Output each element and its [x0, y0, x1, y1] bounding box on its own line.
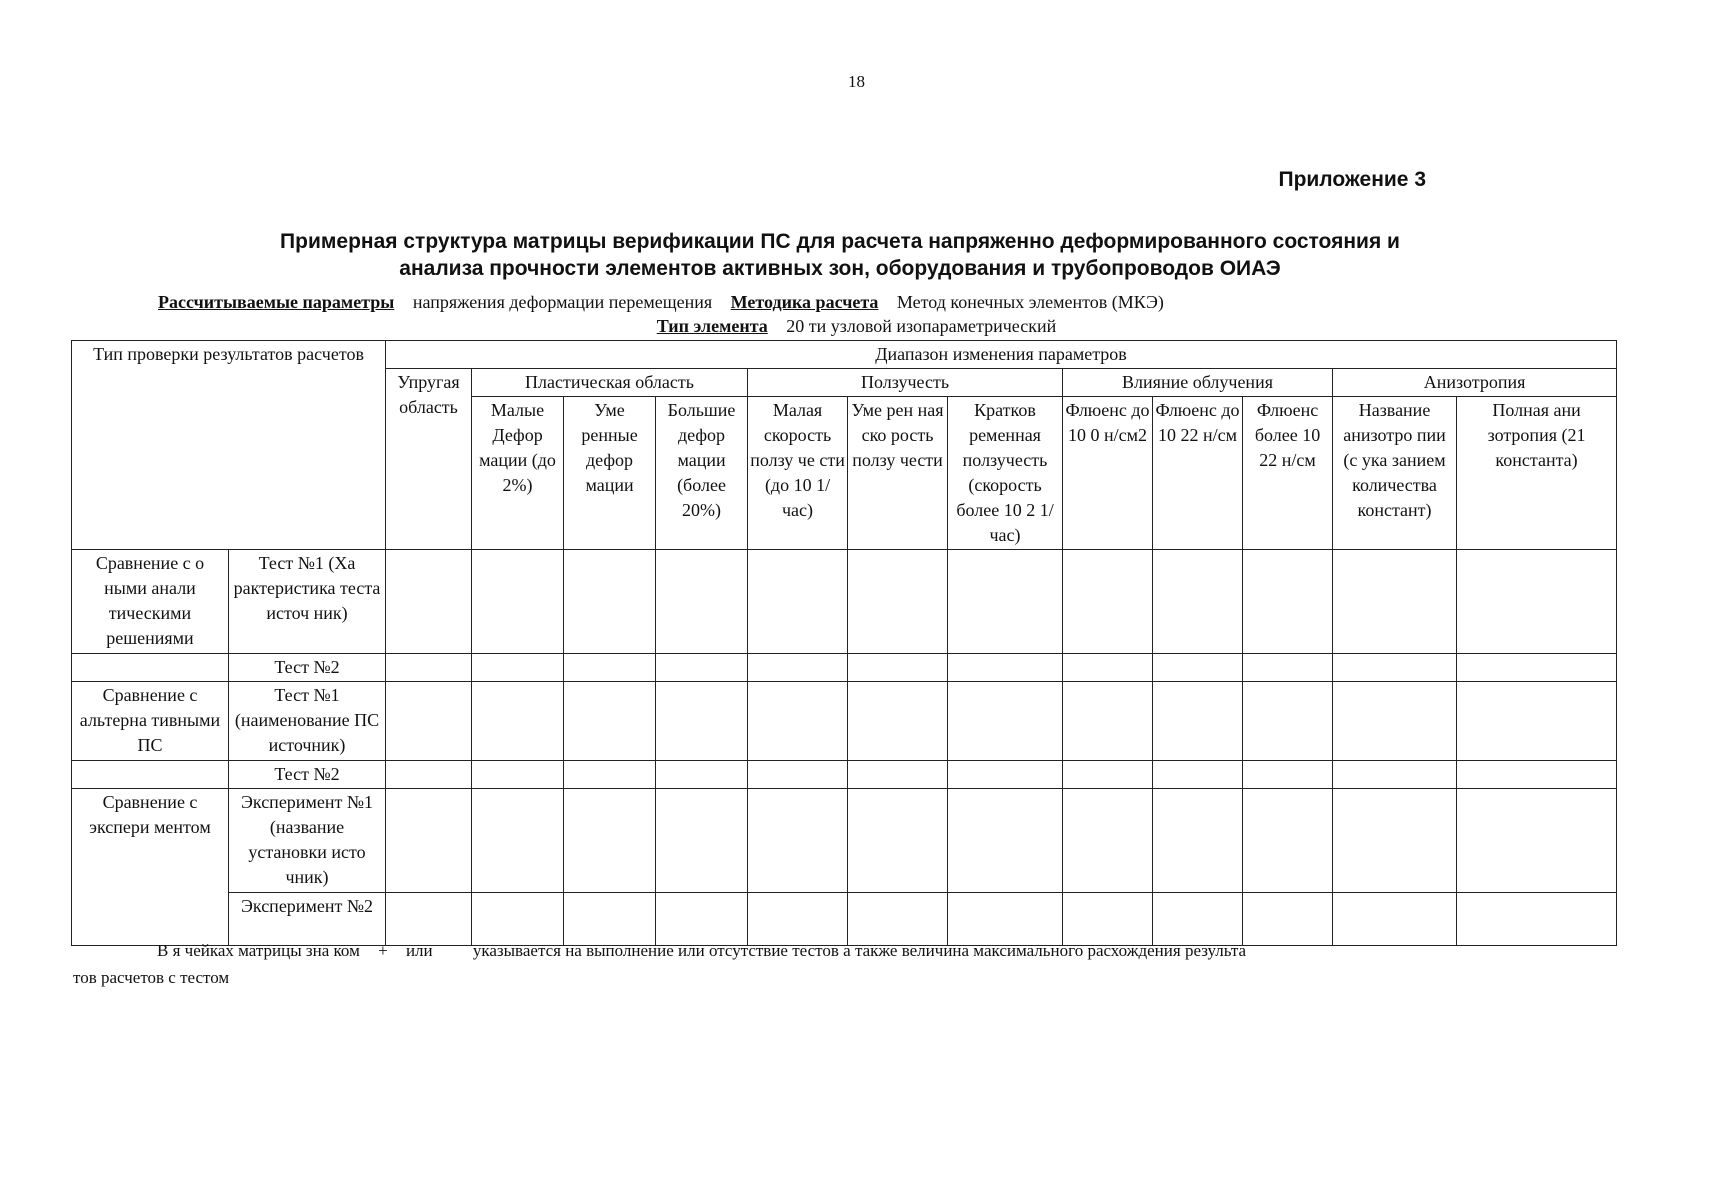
- matrix-cell[interactable]: [1333, 682, 1457, 761]
- test-label: Эксперимент №1 (название установки исто чник): [229, 789, 386, 893]
- appendix-label: Приложение 3: [1278, 168, 1426, 191]
- matrix-cell[interactable]: [564, 682, 656, 761]
- matrix-cell[interactable]: [1243, 682, 1333, 761]
- test-label: Тест №1 (наименование ПС источник): [229, 682, 386, 761]
- matrix-cell[interactable]: [386, 789, 472, 893]
- matrix-cell[interactable]: [1063, 893, 1153, 946]
- header-moderate-deformation: Уме ренные дефор мации: [564, 397, 656, 550]
- matrix-cell[interactable]: [1063, 550, 1153, 654]
- matrix-cell[interactable]: [1333, 761, 1457, 789]
- category-experiment: Сравнение с экспери ментом: [72, 789, 229, 946]
- header-elastic: Упругая область: [386, 369, 472, 550]
- info-line-element: [0, 316, 1713, 337]
- header-irradiation: Влияние облучения: [1063, 369, 1333, 397]
- method-label: Методика расчета: [730, 292, 879, 312]
- header-creep: Ползучесть: [748, 369, 1063, 397]
- matrix-cell[interactable]: [848, 893, 948, 946]
- matrix-cell[interactable]: [564, 550, 656, 654]
- header-moderate-creep-rate: Уме рен ная ско рость ползу чести: [848, 397, 948, 550]
- matrix-cell[interactable]: [1063, 761, 1153, 789]
- matrix-cell[interactable]: [1243, 654, 1333, 682]
- footnote-line-2: тов расчетов с тестом: [73, 968, 230, 987]
- table-row: [72, 789, 1617, 893]
- matrix-cell[interactable]: [1153, 550, 1243, 654]
- element-value: 20 ти узловой изопараметрический: [786, 316, 1057, 336]
- matrix-cell[interactable]: [1153, 789, 1243, 893]
- matrix-cell[interactable]: [1153, 682, 1243, 761]
- matrix-cell[interactable]: [748, 654, 848, 682]
- matrix-cell[interactable]: [1333, 789, 1457, 893]
- verification-matrix-table: [71, 340, 1617, 946]
- test-label: Тест №1 (Ха рактеристика теста источ ник): [229, 550, 386, 654]
- matrix-cell[interactable]: [386, 550, 472, 654]
- matrix-cell[interactable]: [386, 893, 472, 946]
- category-blank: [72, 654, 229, 682]
- table-row: [72, 550, 1617, 654]
- header-plastic: Пластическая область: [472, 369, 748, 397]
- matrix-cell[interactable]: [1457, 550, 1617, 654]
- matrix-cell[interactable]: [1063, 654, 1153, 682]
- matrix-cell[interactable]: [656, 893, 748, 946]
- matrix-cell[interactable]: [948, 654, 1063, 682]
- table-row: [72, 893, 1617, 946]
- matrix-cell[interactable]: [748, 682, 848, 761]
- test-label: Тест №2: [229, 654, 386, 682]
- matrix-cell[interactable]: [948, 761, 1063, 789]
- matrix-cell[interactable]: [748, 550, 848, 654]
- matrix-cell[interactable]: [472, 789, 564, 893]
- matrix-cell[interactable]: [748, 893, 848, 946]
- matrix-cell[interactable]: [1153, 654, 1243, 682]
- document-title: [150, 228, 1530, 282]
- matrix-cell[interactable]: [948, 789, 1063, 893]
- matrix-cell[interactable]: [472, 682, 564, 761]
- header-fluence-1: Флюенс до 10 0 н/см2: [1063, 397, 1153, 550]
- matrix-cell[interactable]: [848, 682, 948, 761]
- matrix-cell[interactable]: [848, 789, 948, 893]
- header-short-term-creep: Кратков ременная ползучесть (скорость более 10 2 1/час): [948, 397, 1063, 550]
- footnote-part-2: указывается на выполнение или отсутствие тестов а также величина максимального расхождения результа: [472, 941, 1247, 960]
- header-fluence-2: Флюенс до 10 22 н/см: [1153, 397, 1243, 550]
- params-value: напряжения деформации перемещения: [412, 292, 713, 312]
- matrix-cell[interactable]: [1243, 789, 1333, 893]
- matrix-cell[interactable]: [948, 893, 1063, 946]
- category-alternative-software: Сравнение с альтерна тивными ПС: [72, 682, 229, 761]
- matrix-cell[interactable]: [472, 550, 564, 654]
- matrix-cell[interactable]: [656, 654, 748, 682]
- matrix-cell[interactable]: [386, 761, 472, 789]
- footnote-part-1: В я чейках матрицы зна ком: [157, 941, 360, 960]
- matrix-cell[interactable]: [564, 789, 656, 893]
- table-row: [72, 654, 1617, 682]
- matrix-cell[interactable]: [472, 893, 564, 946]
- method-value: Метод конечных элементов (МКЭ): [896, 292, 1164, 312]
- matrix-cell[interactable]: [1243, 893, 1333, 946]
- range-header: Диапазон изменения параметров: [386, 341, 1617, 369]
- matrix-cell[interactable]: [386, 682, 472, 761]
- matrix-cell[interactable]: [1333, 654, 1457, 682]
- title-line-2: анализа прочности элементов активных зон, оборудования и трубопроводов ОИАЭ: [399, 257, 1281, 280]
- matrix-cell[interactable]: [472, 654, 564, 682]
- matrix-cell[interactable]: [472, 761, 564, 789]
- matrix-cell[interactable]: [948, 550, 1063, 654]
- matrix-cell[interactable]: [386, 654, 472, 682]
- matrix-cell[interactable]: [1457, 761, 1617, 789]
- corner-header: Тип проверки результатов расчетов: [72, 341, 386, 550]
- test-label: Тест №2: [229, 761, 386, 789]
- matrix-cell[interactable]: [1457, 789, 1617, 893]
- params-label: Рассчитываемые параметры: [158, 292, 395, 312]
- matrix-cell[interactable]: [848, 654, 948, 682]
- info-line-params: [158, 292, 1558, 313]
- header-anisotropy-name: Название анизотро пии (с ука занием количества констант): [1333, 397, 1457, 550]
- header-anisotropy: Анизотропия: [1333, 369, 1617, 397]
- category-analytical: Сравнение с о ными анали тическими решениями: [72, 550, 229, 654]
- matrix-cell[interactable]: [564, 893, 656, 946]
- matrix-cell[interactable]: [848, 761, 948, 789]
- matrix-cell[interactable]: [656, 550, 748, 654]
- table-row: [72, 682, 1617, 761]
- footnote-line-1: [157, 941, 1577, 961]
- matrix-cell[interactable]: [656, 761, 748, 789]
- header-fluence-3: Флюенс более 10 22 н/см: [1243, 397, 1333, 550]
- element-label: Тип элемента: [656, 316, 768, 336]
- matrix-cell[interactable]: [848, 550, 948, 654]
- matrix-cell[interactable]: [656, 682, 748, 761]
- header-large-deformation: Большие дефор мации (более 20%): [656, 397, 748, 550]
- matrix-cell[interactable]: [564, 654, 656, 682]
- footnote-or: или: [405, 941, 433, 960]
- matrix-cell[interactable]: [1333, 550, 1457, 654]
- footnote-plus: +: [378, 941, 388, 960]
- matrix-cell[interactable]: [1063, 682, 1153, 761]
- matrix-cell[interactable]: [1243, 550, 1333, 654]
- matrix-cell[interactable]: [1153, 893, 1243, 946]
- matrix-cell[interactable]: [1457, 893, 1617, 946]
- category-blank: [72, 761, 229, 789]
- matrix-cell[interactable]: [948, 682, 1063, 761]
- header-full-anisotropy: Полная ани зотропия (21 константа): [1457, 397, 1617, 550]
- title-line-1: Примерная структура матрицы верификации ПС для расчета напряженно деформированного состояния и: [280, 230, 1400, 253]
- matrix-cell[interactable]: [1457, 682, 1617, 761]
- header-small-deformation: Малые Дефор мации (до 2%): [472, 397, 564, 550]
- matrix-cell[interactable]: [1457, 654, 1617, 682]
- matrix-cell[interactable]: [564, 761, 656, 789]
- header-row-super: [72, 341, 1617, 369]
- matrix-cell[interactable]: [1333, 893, 1457, 946]
- matrix-cell[interactable]: [748, 789, 848, 893]
- matrix-cell[interactable]: [1063, 789, 1153, 893]
- matrix-cell[interactable]: [1153, 761, 1243, 789]
- table-row: [72, 761, 1617, 789]
- test-label: Эксперимент №2: [229, 893, 386, 946]
- page-number: 18: [848, 72, 865, 91]
- header-low-creep-rate: Малая скорость ползу че сти (до 10 1/час): [748, 397, 848, 550]
- matrix-cell[interactable]: [748, 761, 848, 789]
- matrix-cell[interactable]: [1243, 761, 1333, 789]
- matrix-cell[interactable]: [656, 789, 748, 893]
